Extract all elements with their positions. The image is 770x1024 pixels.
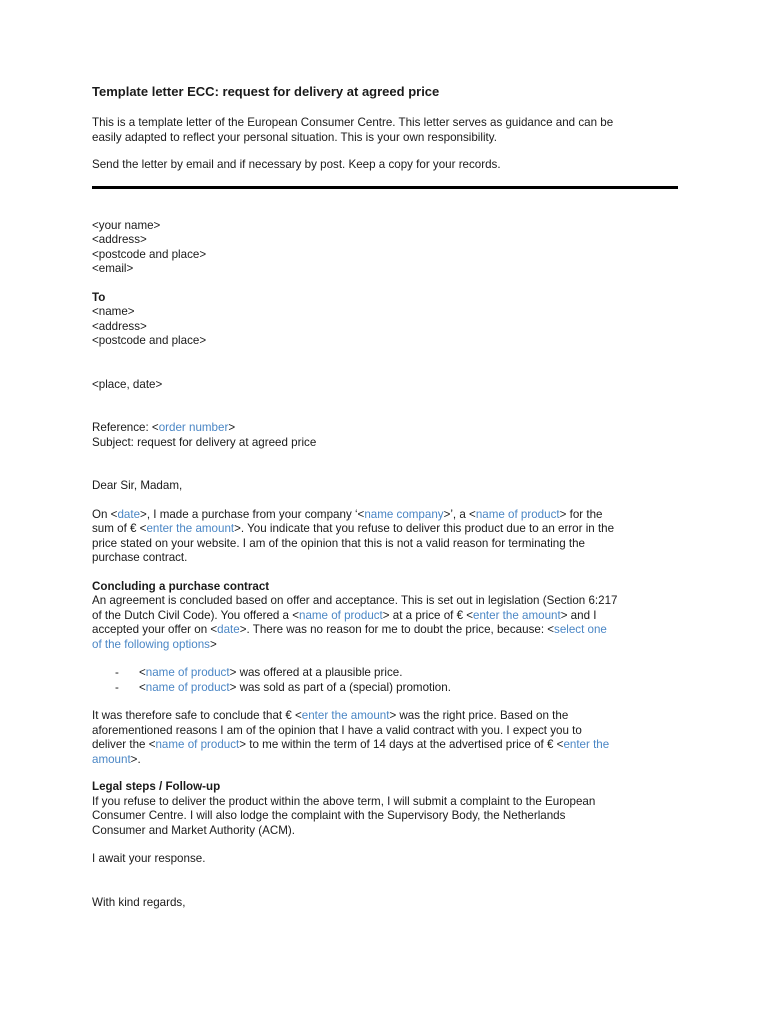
- placeholder: name of product: [145, 680, 230, 694]
- sender-postcode: <postcode and place>: [92, 247, 207, 261]
- placeholder: date: [117, 507, 141, 521]
- recipient-heading: To: [92, 290, 106, 304]
- placeholder: date: [217, 623, 240, 636]
- sender-name: <your name>: [92, 218, 161, 232]
- subject-line: Subject: request for delivery at agreed price: [92, 435, 317, 449]
- intro-line: Send the letter by email and if necessary by post. Keep a copy for your records.: [92, 158, 501, 171]
- placeholder: select one: [554, 623, 607, 636]
- reference-line: Reference: <order number>: [92, 421, 236, 434]
- placeholder: name of product: [145, 666, 230, 679]
- section-heading: Concluding a purchase contract: [92, 579, 270, 593]
- placeholder: of the following options: [92, 637, 210, 651]
- sender-email: <email>: [92, 262, 134, 275]
- section-heading: Legal steps / Follow-up: [92, 780, 221, 793]
- await-line: I await your response.: [92, 852, 206, 865]
- recipient-name: <name>: [92, 305, 135, 318]
- section-legal: Legal steps / Follow-up If you refuse to deliver the product within the above term, I will submit a complaint to the European Consumer Centre. I will also lodge the complaint with the Supervisory Body, the Netherlands Consumer and Market Authority (ACM).: [92, 780, 596, 837]
- sender-block: [92, 219, 680, 277]
- placeholder: name of product: [155, 738, 240, 751]
- salutation: Dear Sir, Madam,: [92, 479, 183, 492]
- placeholder: name of product: [299, 608, 383, 622]
- paragraph: On <date>, I made a purchase from your company ‘<name company>’, a <name of product> for the sum of € <enter the amount>. You indicate that you refuse to deliver this product due to an error in the price stated on your website. I am of the opinion that this is not a valid reason for terminating the purchase contract.: [92, 507, 615, 564]
- recipient-block: [92, 291, 680, 349]
- intro-line: This is a template letter of the European Consumer Centre. This letter serves as guidance and can be: [92, 116, 614, 129]
- placeholder: enter the amount: [146, 522, 235, 535]
- recipient-postcode: <postcode and place>: [92, 334, 207, 347]
- placeholder: amount: [92, 752, 131, 766]
- placeholder: enter the amount: [473, 608, 561, 622]
- placeholder: name company: [364, 507, 444, 521]
- recipient-address: <address>: [92, 319, 147, 333]
- list-item: - <name of product> was offered at a plausible price.: [115, 666, 403, 679]
- letter-page: [92, 84, 680, 910]
- list-item: - <name of product> was sold as part of a (special) promotion.: [115, 680, 451, 694]
- placeholder: order number: [158, 421, 229, 434]
- paragraph: It was therefore safe to conclude that € <enter the amount> was the right price. Based on the aforementioned reasons I am of the opinion that I have a valid contract with you. I expect you to deliver the <name of product> to me within the term of 14 days at the advertised price of € <enter the amount>.: [92, 709, 610, 766]
- placeholder: enter the: [563, 738, 610, 751]
- section-contract: Concluding a purchase contract An agreement is concluded based on offer and acceptance. This is set out in legislation (Section 6:217 of the Dutch Civil Code). You offered a <name of product> at a price of € <enter the amount> and I accepted your offer on <date>. There was no reason for me to doubt the price, because: <select one of the following options>: [92, 579, 618, 651]
- closing: With kind regards,: [92, 895, 186, 909]
- sender-address: <address>: [92, 233, 147, 246]
- document-title: Template letter ECC: request for delivery at agreed price: [92, 84, 440, 99]
- options-list: [92, 666, 680, 695]
- intro-line: easily adapted to reflect your personal situation. This is your own responsibility.: [92, 130, 497, 144]
- placeholder: enter the amount: [301, 709, 390, 722]
- place-date: <place, date>: [92, 377, 163, 391]
- placeholder: name of product: [475, 507, 560, 521]
